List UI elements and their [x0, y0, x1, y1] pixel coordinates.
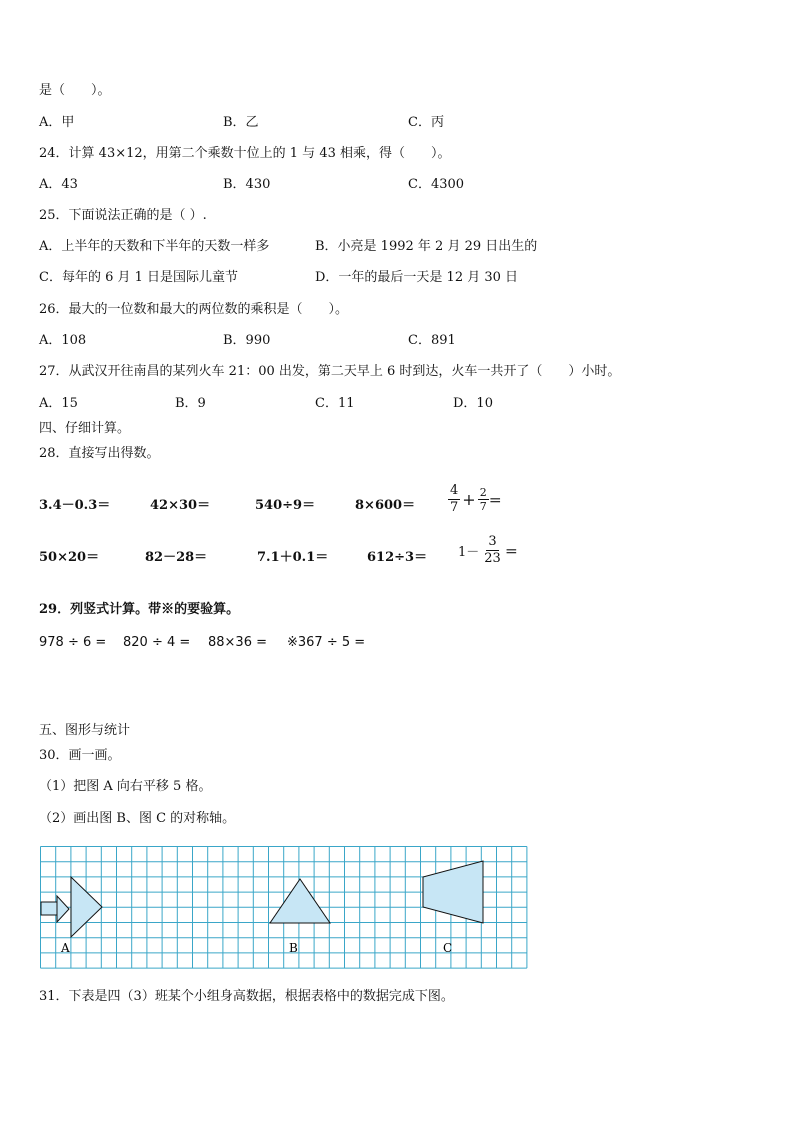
q25-option-a[interactable]: A．上半年的天数和下半年的天数一样多: [39, 239, 270, 254]
q26-option-c[interactable]: C．891: [408, 333, 456, 348]
figure-b-triangle: [270, 879, 330, 923]
q29-item-3: 88×36 =: [208, 635, 268, 650]
q26-stem: 26．最大的一位数和最大的两位数的乘积是（ ）。: [39, 302, 349, 317]
q27-option-c[interactable]: C．11: [315, 396, 355, 411]
fraction-numerator: 2: [479, 486, 487, 499]
q30-stem: 30．画一画。: [39, 748, 121, 763]
fraction-numerator: 4: [450, 483, 459, 498]
q27-stem: 27．从武汉开往南昌的某列火车 21：00 出发，第二天早上 6 时到达，火车一共开了（ ）小时。: [39, 364, 621, 379]
fraction-two-sevenths: [478, 486, 489, 513]
q28-item-4: 8×600＝: [355, 498, 416, 513]
fraction-four-sevenths: [448, 483, 460, 516]
q30-sub-1: （1）把图 A 向右平移 5 格。: [39, 779, 212, 794]
q23-stem-tail: 是（ ）。: [39, 83, 111, 98]
q24-option-a[interactable]: A．43: [39, 177, 78, 192]
figure-c-trapezoid: [423, 861, 483, 923]
q25-option-d[interactable]: D．一年的最后一天是 12 月 30 日: [315, 270, 519, 285]
figure-a-rect: [41, 902, 57, 915]
q25-option-c[interactable]: C．每年的 6 月 1 日是国际儿童节: [39, 270, 239, 285]
q28-item-8: 7.1＋0.1＝: [257, 550, 329, 565]
q28-item-3: 540÷9＝: [255, 498, 316, 513]
grid-figure[interactable]: [40, 846, 532, 978]
q25-stem: 25．下面说法正确的是（ ）.: [39, 208, 207, 223]
equals-sign: ＝: [504, 545, 518, 560]
q24-option-b[interactable]: B．430: [223, 177, 271, 192]
q28-item-6: 50×20＝: [39, 550, 100, 565]
q26-option-b[interactable]: B．990: [223, 333, 271, 348]
q24-option-c[interactable]: C．4300: [408, 177, 465, 192]
q28-stem: 28．直接写出得数。: [39, 446, 160, 461]
q23-option-b[interactable]: B．乙: [223, 115, 259, 130]
figure-a-small-triangle: [57, 896, 69, 922]
section-4-heading: 四、仔细计算。: [39, 421, 131, 436]
q27-option-a[interactable]: A．15: [39, 396, 78, 411]
one-minus: 1－: [458, 545, 480, 560]
q28-item-9: 612÷3＝: [367, 550, 428, 565]
q31-stem: 31．下表是四（3）班某个小组身高数据，根据表格中的数据完成下图。: [39, 989, 454, 1004]
q28-item-5-fraction: [448, 483, 502, 516]
q29-item-1: 978 ÷ 6 =: [39, 635, 107, 650]
q29-stem: 29．列竖式计算。带※的要验算。: [39, 602, 240, 617]
q26-option-a[interactable]: A．108: [39, 333, 87, 348]
figure-c-label: C: [443, 941, 453, 955]
q29-item-4: ※367 ÷ 5 =: [287, 635, 366, 650]
fraction-denominator: 23: [484, 551, 501, 566]
equals-sign: ＝: [488, 494, 502, 509]
q27-option-d[interactable]: D．10: [453, 396, 493, 411]
q25-option-b[interactable]: B．小亮是 1992 年 2 月 29 日出生的: [315, 239, 538, 254]
figure-b-label: B: [289, 941, 298, 955]
figure-a-label: A: [61, 941, 70, 955]
q23-option-a[interactable]: A．甲: [39, 115, 75, 130]
plus-sign: +: [462, 490, 476, 509]
q27-option-b[interactable]: B．9: [175, 396, 206, 411]
q24-stem: 24．计算 43×12，用第二个乘数十位上的 1 与 43 相乘，得（ ）。: [39, 146, 451, 161]
fraction-denominator: 7: [479, 500, 487, 513]
q29-item-2: 820 ÷ 4 =: [123, 635, 191, 650]
q28-item-2: 42×30＝: [150, 498, 211, 513]
q28-item-1: 3.4－0.3＝: [39, 498, 111, 513]
fraction-numerator: 3: [488, 534, 497, 549]
section-5-heading: 五、图形与统计: [39, 723, 131, 738]
grid-svg: [40, 846, 532, 974]
fraction-three-twentythirds: [482, 534, 503, 567]
fraction-denominator: 7: [450, 500, 459, 515]
q28-item-7: 82－28＝: [145, 550, 208, 565]
q28-item-10-fraction: [458, 534, 518, 567]
q30-sub-2: （2）画出图 B、图 C 的对称轴。: [39, 811, 236, 826]
q23-option-c[interactable]: C．丙: [408, 115, 444, 130]
